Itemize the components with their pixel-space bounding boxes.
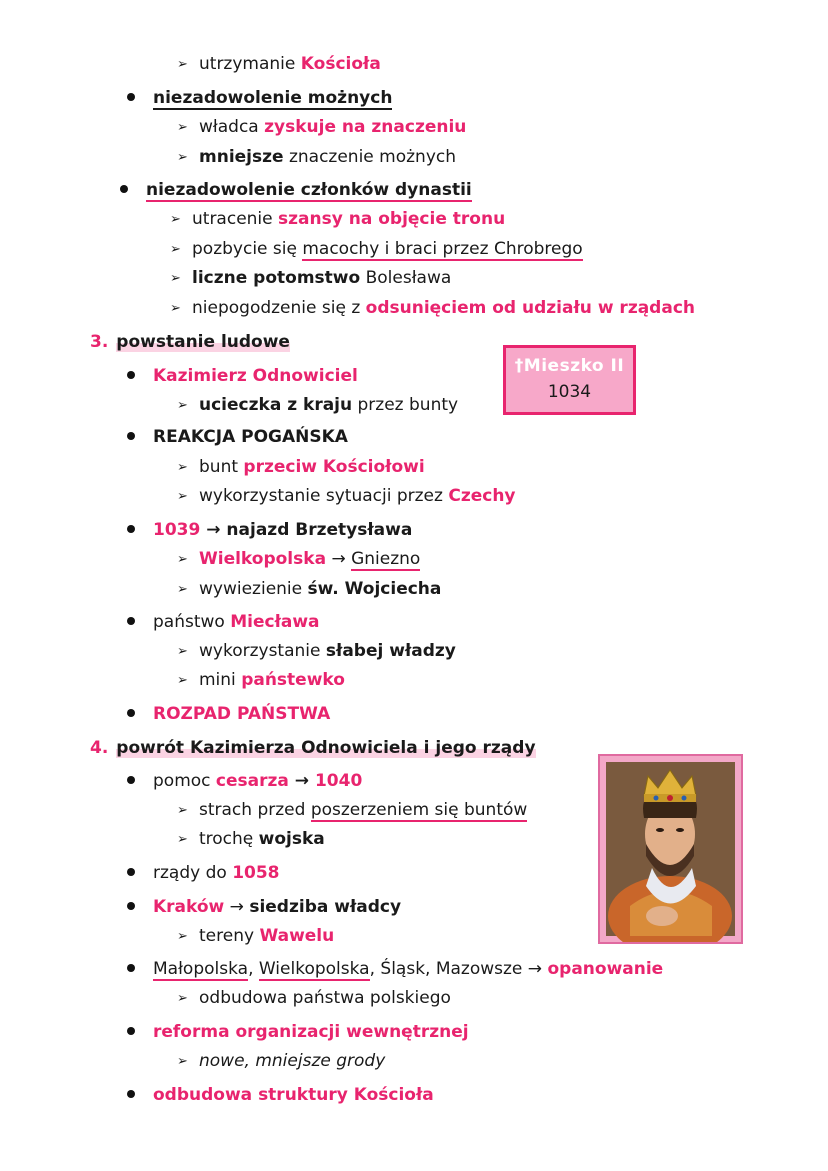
list-item: ➢ wykorzystanie słabej władzy	[177, 639, 456, 665]
arrow-bullet-icon: ➢	[177, 552, 188, 567]
list-item: ➢ bunt przeciw Kościołowi	[177, 455, 425, 481]
box-title: †Mieszko II	[514, 356, 625, 376]
list-item: 1039 → najazd Brzetysława	[127, 518, 412, 542]
list-item: ➢ wywiezienie św. Wojciecha	[177, 577, 441, 603]
list-item: ➢ pozbycie się macochy i braci przez Chrobrego	[170, 237, 583, 263]
bullet-dot-icon	[127, 902, 135, 910]
arrow-bullet-icon: ➢	[170, 242, 181, 257]
list-item: ➢ trochę wojska	[177, 827, 325, 853]
list-item: ROZPAD PAŃSTWA	[127, 702, 330, 726]
list-item: ➢ ucieczka z kraju przez bunty	[177, 393, 458, 419]
list-item: ➢ odbudowa państwa polskiego	[177, 986, 451, 1012]
list-item: ➢ tereny Wawelu	[177, 924, 334, 950]
list-item: REAKCJA POGAŃSKA	[127, 425, 348, 449]
arrow-bullet-icon: ➢	[177, 644, 188, 659]
list-item: ➢ nowe, mniejsze grody	[177, 1049, 385, 1075]
arrow-bullet-icon: ➢	[177, 803, 188, 818]
section-heading: 4. powrót Kazimierza Odnowiciela i jego rządy	[90, 738, 536, 758]
arrow-bullet-icon: ➢	[177, 150, 188, 165]
list-item: niezadowolenie możnych	[127, 86, 392, 110]
list-item: pomoc cesarza → 1040	[127, 769, 362, 793]
list-item: ➢ liczne potomstwo Bolesława	[170, 266, 451, 292]
list-item: ➢ strach przed poszerzeniem się buntów	[177, 798, 527, 824]
arrow-bullet-icon: ➢	[177, 460, 188, 475]
section-heading: 3. powstanie ludowe	[90, 332, 290, 352]
list-item: rządy do 1058	[127, 861, 280, 885]
arrow-bullet-icon: ➢	[177, 57, 188, 72]
king-portrait	[598, 754, 743, 944]
bullet-dot-icon	[127, 868, 135, 876]
date-box	[503, 345, 636, 415]
bullet-dot-icon	[127, 432, 135, 440]
arrow-bullet-icon: ➢	[170, 271, 181, 286]
arrow-bullet-icon: ➢	[177, 1054, 188, 1069]
bullet-dot-icon	[127, 964, 135, 972]
bullet-dot-icon	[127, 617, 135, 625]
list-item: ➢ mniejsze znaczenie możnych	[177, 145, 456, 171]
list-item: odbudowa struktury Kościoła	[127, 1083, 434, 1107]
arrow-bullet-icon: ➢	[177, 832, 188, 847]
arrow-bullet-icon: ➢	[177, 120, 188, 135]
list-item: ➢ utrzymanie Kościoła	[177, 52, 381, 78]
bullet-dot-icon	[127, 1027, 135, 1035]
arrow-bullet-icon: ➢	[177, 489, 188, 504]
bullet-dot-icon	[127, 709, 135, 717]
arrow-bullet-icon: ➢	[177, 991, 188, 1006]
bullet-dot-icon	[127, 525, 135, 533]
list-item: ➢ mini państewko	[177, 668, 345, 694]
list-item: ➢ wykorzystanie sytuacji przez Czechy	[177, 484, 516, 510]
list-item: Kraków → siedziba władcy	[127, 895, 401, 919]
list-item: ➢ niepogodzenie się z odsunięciem od udziału w rządach	[170, 296, 695, 322]
box-year: 1034	[547, 382, 592, 402]
bullet-dot-icon	[127, 1090, 135, 1098]
arrow-bullet-icon: ➢	[177, 673, 188, 688]
bullet-dot-icon	[127, 776, 135, 784]
arrow-bullet-icon: ➢	[170, 301, 181, 316]
arrow-bullet-icon: ➢	[177, 398, 188, 413]
bullet-dot-icon	[120, 185, 128, 193]
list-item: ➢ Wielkopolska → Gniezno	[177, 547, 420, 573]
list-item: ➢ władca zyskuje na znaczeniu	[177, 115, 466, 141]
arrow-bullet-icon: ➢	[177, 929, 188, 944]
list-item: niezadowolenie członków dynastii	[120, 178, 472, 202]
list-item: państwo Miecława	[127, 610, 320, 634]
list-item: ➢ utracenie szansy na objęcie tronu	[170, 207, 505, 233]
list-item: Kazimierz Odnowiciel	[127, 364, 358, 388]
arrow-bullet-icon: ➢	[170, 212, 181, 227]
list-item: reforma organizacji wewnętrznej	[127, 1020, 469, 1044]
bullet-dot-icon	[127, 93, 135, 101]
bullet-dot-icon	[127, 371, 135, 379]
portrait-image	[600, 756, 741, 942]
arrow-bullet-icon: ➢	[177, 582, 188, 597]
list-item: Małopolska, Wielkopolska, Śląsk, Mazowsze → opanowanie	[127, 957, 663, 981]
